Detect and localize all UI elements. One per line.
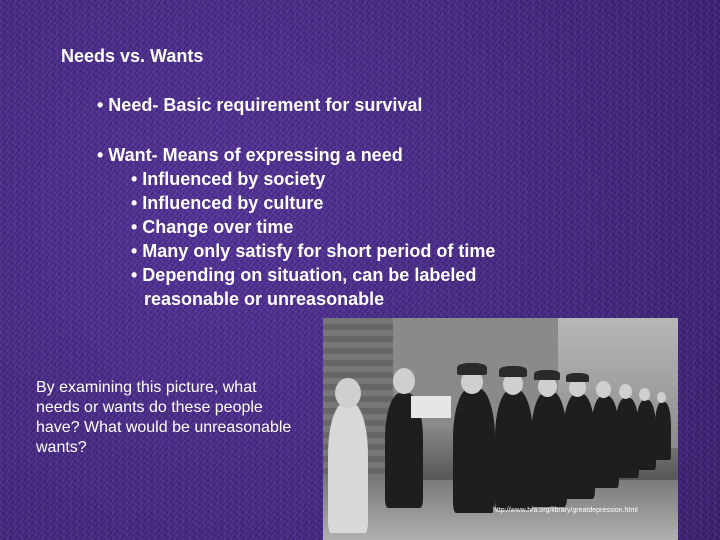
man-figure [655,402,671,460]
sub-bullet-situation-cont: reasonable or unreasonable [144,289,385,309]
man-head [335,378,361,408]
man-hat [457,363,487,375]
need-bullet: • Need- Basic requirement for survival [97,95,423,115]
sub-bullet-change: • Change over time [131,217,294,237]
man-figure [495,390,533,510]
man-figure [531,392,567,507]
man-head [657,392,666,403]
discussion-question: By examining this picture, what needs or wants do these people have? What would be unreasonable wants? [36,379,292,456]
man-head [639,388,650,401]
sub-bullet-situation: • Depending on situation, can be labeled [131,265,477,285]
man-head [393,368,415,394]
slide-title: Needs vs. Wants [61,46,204,66]
photo-source-caption: http://www.hra.org/library/greatdepression.html [493,507,638,514]
sub-bullet-culture: • Influenced by culture [131,193,324,213]
man-hat [499,366,527,377]
want-bullet: • Want- Means of expressing a need [97,145,403,165]
man-head [619,384,632,399]
man-hat [566,373,589,382]
man-figure [328,403,368,533]
sub-bullet-short-period: • Many only satisfy for short period of time [131,241,496,261]
man-figure [453,388,495,513]
man-hat [534,370,560,380]
man-head [596,381,611,398]
sub-bullet-society: • Influenced by society [131,169,326,189]
man-figure [636,400,656,470]
bread-box [411,396,451,418]
